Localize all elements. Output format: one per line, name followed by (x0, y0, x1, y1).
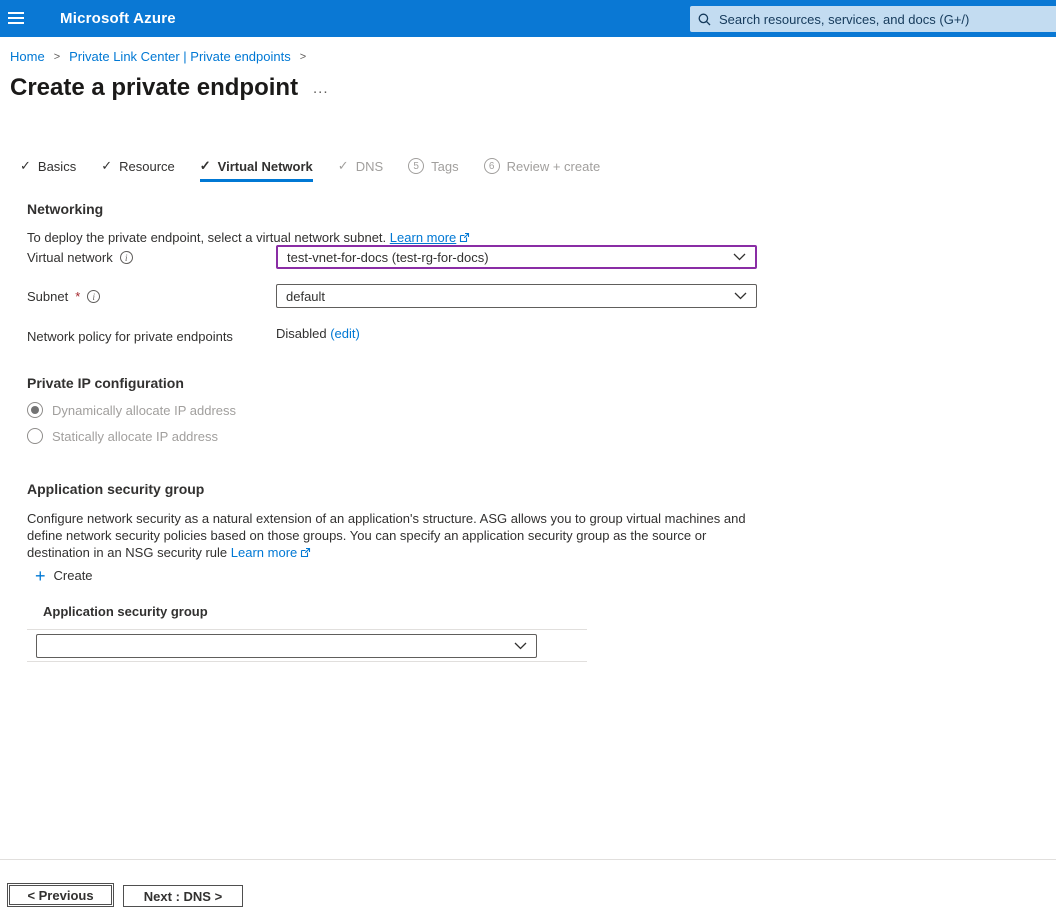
tab-basics[interactable] (20, 158, 76, 182)
tab-dns[interactable] (338, 158, 383, 182)
tab-resource[interactable] (101, 158, 175, 182)
wizard-tabs (20, 158, 600, 182)
global-search[interactable] (690, 6, 1056, 32)
chevron-down-icon (734, 292, 747, 300)
private-ip-heading: Private IP configuration (27, 375, 184, 391)
networking-heading: Networking (27, 201, 104, 217)
network-policy-value (276, 326, 360, 341)
network-policy-edit-link[interactable]: (edit) (330, 326, 360, 341)
radio-static-ip[interactable] (27, 428, 218, 444)
tab-label: Virtual Network (217, 158, 313, 174)
radio-unselected-icon (27, 428, 43, 444)
tab-label: Resource (119, 158, 175, 174)
external-link-icon (300, 545, 311, 562)
asg-description (27, 510, 749, 562)
chevron-right-icon: > (53, 50, 61, 63)
asg-learn-more-link[interactable]: Learn more (230, 545, 298, 560)
radio-selected-icon (27, 402, 43, 418)
chevron-right-icon: > (299, 50, 307, 63)
breadcrumb-private-link-center-link[interactable]: Private Link Center | Private endpoints (69, 49, 291, 64)
page-title: Create a private endpoint (10, 74, 299, 101)
hamburger-menu-icon[interactable] (8, 12, 24, 24)
create-label: Create (53, 568, 93, 583)
networking-description-text: To deploy the private endpoint, select a virtual network subnet. (27, 230, 387, 245)
previous-button[interactable]: < Previous (9, 885, 112, 905)
title-more-icon[interactable]: ... (313, 80, 329, 97)
radio-label: Statically allocate IP address (52, 428, 218, 444)
virtual-network-dropdown[interactable] (276, 245, 757, 269)
network-policy-status: Disabled (276, 326, 327, 341)
search-input[interactable] (719, 12, 1052, 27)
required-asterisk: * (75, 289, 81, 304)
step-number-badge: 5 (408, 158, 424, 174)
radio-label: Dynamically allocate IP address (52, 402, 237, 418)
info-icon[interactable]: i (120, 251, 133, 264)
table-divider (27, 661, 587, 662)
subnet-label-row (27, 289, 100, 304)
asg-dropdown[interactable] (36, 634, 537, 658)
check-icon: ✓ (20, 158, 31, 173)
step-number-badge: 6 (484, 158, 500, 174)
subnet-dropdown[interactable] (276, 284, 757, 308)
tab-label: Basics (37, 158, 77, 174)
asg-description-text: Configure network security as a natural extension of an application's structure. ASG allows you to group virtual machines and define network security policies based on those groups. You can specify an application security group as the source or destination in an NSG security rule (27, 511, 746, 560)
table-divider (27, 629, 587, 630)
chevron-down-icon (514, 642, 527, 650)
chevron-down-icon (733, 253, 746, 261)
tab-label: Review + create (506, 158, 601, 174)
subnet-value: default (286, 288, 326, 304)
networking-description (27, 230, 470, 246)
virtual-network-label: Virtual network (27, 250, 113, 265)
previous-button-focus-ring (7, 883, 114, 907)
network-policy-label-text: Network policy for private endpoints (27, 329, 233, 344)
network-policy-label (27, 329, 233, 344)
tab-tags[interactable] (408, 158, 458, 182)
info-icon[interactable]: i (87, 290, 100, 303)
search-icon (698, 13, 711, 26)
networking-learn-more-link[interactable]: Learn more (389, 230, 457, 245)
external-link-icon (459, 231, 470, 246)
footer-divider (0, 859, 1056, 860)
tab-label: DNS (355, 158, 384, 174)
check-icon: ✓ (199, 158, 211, 173)
check-icon: ✓ (101, 158, 113, 173)
radio-dynamic-ip[interactable] (27, 402, 236, 418)
breadcrumb (10, 49, 306, 64)
asg-heading: Application security group (27, 481, 205, 497)
asg-table-header: Application security group (43, 604, 208, 619)
check-icon: ✓ (337, 158, 349, 173)
create-asg-button[interactable] (35, 565, 93, 586)
tab-virtual-network[interactable] (200, 158, 313, 182)
tab-review-create[interactable] (484, 158, 601, 182)
azure-top-bar (0, 0, 1056, 37)
plus-icon: + (35, 565, 46, 586)
tab-label: Tags (431, 158, 459, 174)
next-dns-button[interactable]: Next : DNS > (123, 885, 243, 907)
subnet-label: Subnet (27, 289, 69, 304)
virtual-network-value: test-vnet-for-docs (test-rg-for-docs) (287, 249, 489, 265)
brand-title: Microsoft Azure (60, 10, 176, 27)
virtual-network-label-row (27, 250, 133, 265)
breadcrumb-home-link[interactable]: Home (10, 49, 45, 64)
